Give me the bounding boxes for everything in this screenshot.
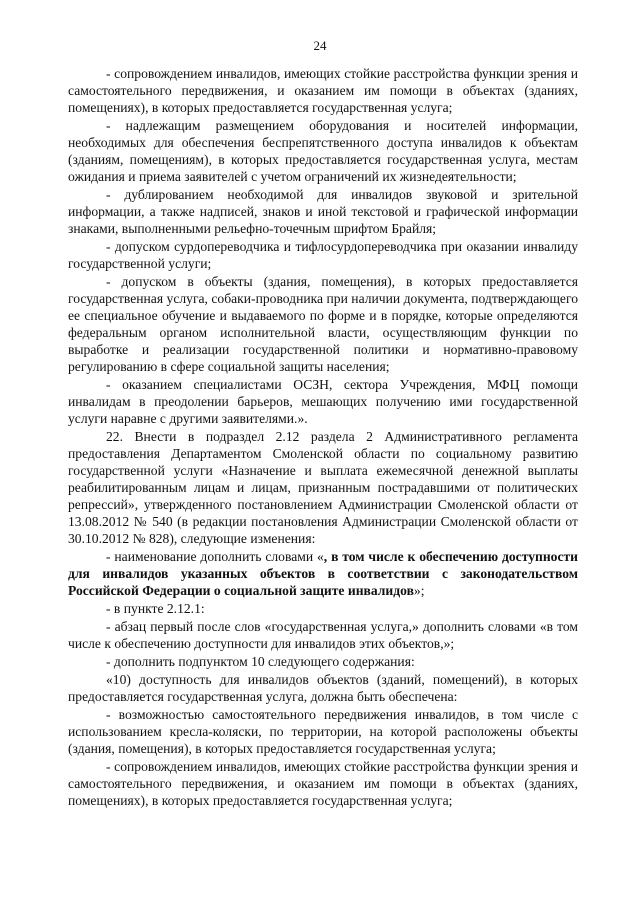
page-number: 24 — [313, 38, 327, 53]
paragraph: - возможностью самостоятельного передвижения инвалидов, в том числе с использованием кресла-коляски, по территории, на которой расположены объекты (здания, помещения), в которых предоставляется государственная услуга; — [68, 707, 578, 756]
naming-amendment-paragraph — [68, 548, 578, 599]
paragraph: - допуском сурдопереводчика и тифлосурдопереводчика при оказании инвалиду государственной услуги; — [68, 239, 578, 271]
paragraph: - сопровождением инвалидов, имеющих стойкие расстройства функции зрения и самостоятельного передвижения, и оказанием им помощи в объектах (зданиях, помещениях), в которых предоставляется государственная услуга; — [68, 66, 578, 115]
paragraph: - дополнить подпунктом 10 следующего содержания: — [106, 654, 415, 669]
paragraph: 22. Внести в подраздел 2.12 раздела 2 Административного регламента предоставления Департаментом Смоленской области по социальному развитию государственной услуги «Назначение и выплата ежемесячной денежной выплаты реабилитированным лицам и лицам, признанным пострадавшими от политических репрессий», утвержденного постановлением Администрации Смоленской области от 13.08.2012 № 540 (в редакции постановления Администрации Смоленской области от 30.10.2012 № 828), следующие изменения: — [68, 429, 578, 546]
naming-suffix: »; — [413, 583, 425, 598]
paragraph: «10) доступность для инвалидов объектов (зданий, помещений), в которых предоставляется государственная услуга, должна быть обеспечена: — [68, 672, 578, 704]
naming-bold-insertion: , в том числе к обеспечению доступности для инвалидов указанных объектов в соответствии с законодательством Российской Федерации о социальной защите инвалидов — [68, 549, 578, 598]
paragraph: - сопровождением инвалидов, имеющих стойкие расстройства функции зрения и самостоятельного передвижения, и оказанием им помощи в объектах (зданиях, помещениях), в которых предоставляется государственная услуга; — [68, 759, 578, 808]
naming-prefix: - наименование дополнить словами « — [106, 549, 324, 564]
document-body — [68, 64, 578, 809]
paragraph: - дублированием необходимой для инвалидов звуковой и зрительной информации, а также надписей, знаков и иной текстовой и графической информации знаками, выполненными рельефно-точечным шрифтом Брайля; — [68, 187, 578, 236]
paragraph: - надлежащим размещением оборудования и носителей информации, необходимых для обеспечения беспрепятственного доступа инвалидов к объектам (зданиям, помещениям), в которых предоставляется государственная услуга, местам ожидания и приема заявителей с учетом ограничений их жизнедеятельности; — [68, 118, 578, 184]
paragraph: - в пункте 2.12.1: — [106, 601, 205, 616]
paragraph: - допуском в объекты (здания, помещения), в которых предоставляется государственная услуга, собаки-проводника при наличии документа, подтверждающего ее специальное обучение и выдаваемого по форме и в порядке, которые определяются федеральным органом исполнительной власти, осуществляющим функции по выработке и реализации государственной политики и нормативно-правовому регулированию в сфере социальной защиты населения; — [68, 274, 578, 374]
paragraph: - абзац первый после слов «государственная услуга,» дополнить словами «в том числе к обеспечению доступности для инвалидов этих объектов,»; — [68, 619, 578, 651]
paragraph: - оказанием специалистами ОСЗН, сектора Учреждения, МФЦ помощи инвалидам в преодолении барьеров, мешающих получению ими государственной услуги наравне с другими заявителями.». — [68, 377, 578, 426]
